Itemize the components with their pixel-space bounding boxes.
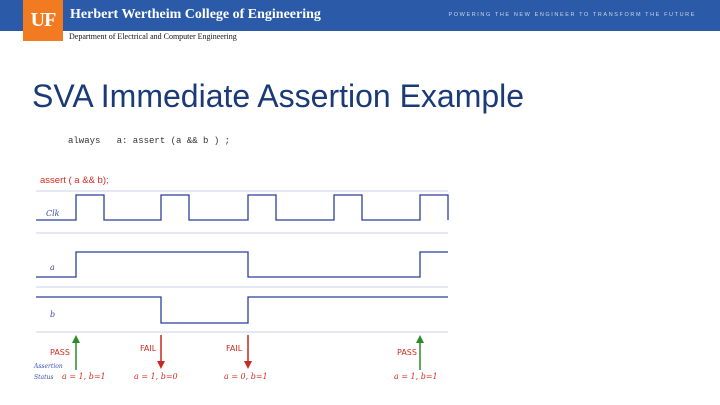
college-name: Herbert Wertheim College of Engineering xyxy=(70,7,321,22)
header-tagline: POWERING THE NEW ENGINEER TO TRANSFORM THE FUTURE xyxy=(448,12,696,18)
b-label: b xyxy=(50,310,56,319)
event-3-label: FAIL xyxy=(226,344,243,353)
a-label: a xyxy=(50,263,55,272)
assertion-label: Assertion xyxy=(34,363,63,370)
event-1-status: a = 1, b=1 xyxy=(62,372,106,381)
event-2-label: FAIL xyxy=(140,344,157,353)
status-label: Status xyxy=(34,374,54,381)
timing-diagram xyxy=(28,125,468,390)
department-name: Department of Electrical and Computer Engineering xyxy=(69,32,237,41)
b-waveform xyxy=(36,297,448,323)
assertion-code: always a: assert (a && b ) ; xyxy=(68,136,231,146)
fail-arrow-3-head xyxy=(244,361,252,369)
event-4-label: PASS xyxy=(397,348,417,357)
uf-logo: UF xyxy=(23,0,63,41)
pass-arrow-4-head xyxy=(416,335,424,343)
fail-arrow-2-head xyxy=(157,361,165,369)
pass-arrow-1-head xyxy=(72,335,80,343)
clk-label: Clk xyxy=(46,209,60,218)
event-4-status: a = 1, b=1 xyxy=(394,372,438,381)
slide-title: SVA Immediate Assertion Example xyxy=(32,78,525,114)
a-waveform xyxy=(36,252,448,277)
event-1-label: PASS xyxy=(50,348,70,357)
event-2-status: a = 1, b=0 xyxy=(134,372,178,381)
assert-label: assert ( a && b); xyxy=(40,175,109,186)
clk-waveform xyxy=(36,195,448,220)
event-3-status: a = 0, b=1 xyxy=(224,372,268,381)
